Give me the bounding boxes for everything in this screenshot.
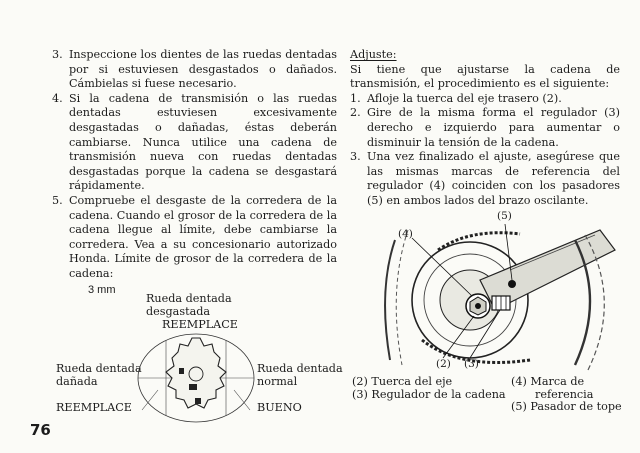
label-replace-bottom: REEMPLACE (56, 401, 132, 414)
callout-3: (3) (464, 358, 479, 370)
item-text: Una vez finalizado el ajuste, asegúrese que las mismas marcas de referencia del regulador (4) coinciden con los pasadores (5) en ambos lados del brazo oscilante. (367, 150, 620, 207)
item-text: Compruebe el desgaste de la corredera de la cadena. Cuando el grosor de la corredera de la cadena llegue al límite, debe cambiarse la corredera. Vea a su concesionario autorizado Honda. Límite de grosor de la corredera de la cadena: (69, 193, 337, 280)
label-worn-sprocket (146, 292, 232, 318)
legend-item-reference-mark: (4) Marca de (511, 375, 585, 388)
label-normal-sprocket (257, 362, 343, 388)
section-heading: Adjuste: (350, 48, 397, 61)
label-normal-line1: Rueda dentada (257, 362, 343, 375)
label-damaged-line2: dañada (56, 375, 98, 388)
item-number: 5. (52, 193, 63, 207)
label-replace-top: REEMPLACE (162, 318, 238, 331)
legend-item-adjuster: (3) Regulador de la cadena (352, 387, 506, 401)
label-good: BUENO (257, 401, 302, 414)
item-number: 4. (52, 91, 63, 105)
item-text: Gire de la misma forma el regulador (3) derecho e izquierdo para aumentar o disminuir la tensión de la cadena. (367, 106, 620, 149)
item-number: 3. (350, 150, 361, 164)
legend-column-1 (352, 376, 506, 401)
list-item (350, 150, 620, 208)
right-column (350, 48, 620, 209)
list-item (350, 106, 620, 150)
label-damaged-sprocket (56, 362, 142, 388)
legend-column-2 (511, 376, 622, 414)
spec-value: 3 mm (88, 283, 116, 296)
item-number: 3. (52, 48, 63, 61)
sprocket-diagram-icon (136, 330, 256, 430)
list-item (52, 48, 337, 92)
item-text: Si la cadena de transmisión o las ruedas dentadas estuviesen excesivamente desgastadas o dañadas, éstas deberán cambiarse. Nunca utilice una cadena de transmisión nueva con ruedas dentadas desgastadas porque la cadena se desgastará rápidamente. (69, 91, 337, 193)
item-number: 2. (350, 106, 361, 120)
label-worn-line2: desgastada (146, 305, 211, 318)
item-text: Afloje la tuerca del eje trasero (2). (367, 91, 562, 105)
label-normal-line2: normal (257, 375, 298, 388)
label-worn-line1: Rueda dentada (146, 292, 232, 305)
legend-item-axle-nut: (2) Tuerca del eje (352, 375, 453, 388)
item-text: Inspeccione los dientes de las ruedas dentadas por si estuviesen desgastados o dañados. Cámbielas si fuese necesario. (69, 48, 337, 91)
legend-item-stopper-pin: (5) Pasador de tope (511, 400, 622, 414)
page-number: 76 (30, 421, 51, 439)
item-number: 1. (350, 91, 361, 105)
left-column (52, 48, 337, 297)
callout-2: (2) (436, 358, 451, 370)
list-item (350, 92, 620, 107)
intro-text: Si tiene que ajustarse la cadena de transmisión, el procedimiento es el siguiente: (350, 62, 620, 91)
label-damaged-line1: Rueda dentada (56, 362, 142, 375)
list-item (52, 92, 337, 194)
legend-item-reference-mark-cont: referencia (535, 387, 594, 401)
list-item (52, 194, 337, 282)
callout-4: (4) (398, 228, 413, 240)
callout-5: (5) (497, 210, 512, 222)
